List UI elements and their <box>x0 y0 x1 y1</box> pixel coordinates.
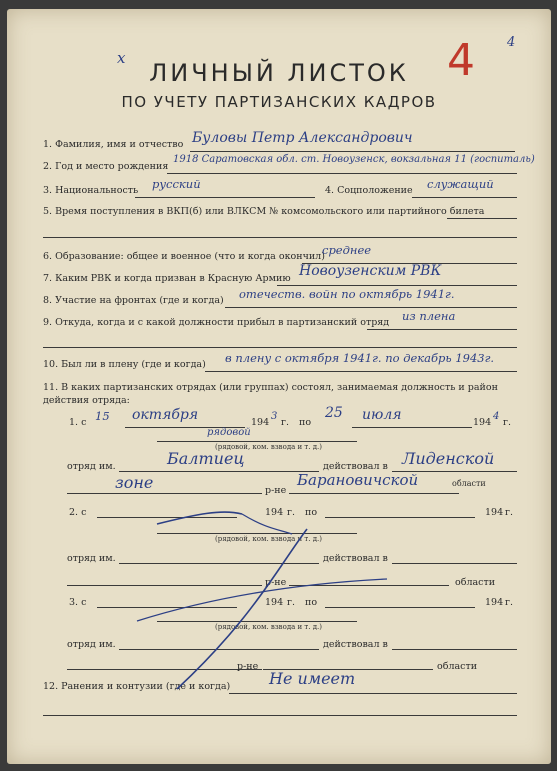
period-2-prefix: 2. с <box>69 507 87 518</box>
period-1-month: октября <box>132 407 199 423</box>
period-1-unit-label: отряд им. <box>67 461 116 472</box>
period-1-acted-label: действовал в <box>323 461 388 472</box>
period-3-unit-label: отряд им. <box>67 639 116 650</box>
period-1-day2: 25 <box>325 405 343 421</box>
period-1-district-label: р-не <box>265 485 287 496</box>
period-2-to: по <box>305 507 318 518</box>
period-1-zone-value: зоне <box>115 473 154 492</box>
field-1-value: Буловы Петр Александрович <box>192 130 413 146</box>
corner-number: 4 <box>507 35 516 50</box>
field-6-value: среднее <box>322 243 372 257</box>
page-subtitle: ПО УЧЕТУ ПАРТИЗАНСКИХ КАДРОВ <box>121 93 437 111</box>
document-sheet <box>7 9 551 764</box>
period-3-prefix: 3. с <box>69 597 87 608</box>
period-3-region-label: области <box>437 661 478 672</box>
period-3-to: по <box>305 597 318 608</box>
corner-mark: x <box>117 49 126 67</box>
period-1-unit-value: Балтиец <box>167 449 245 468</box>
period-1-year2: 194 <box>473 417 492 428</box>
period-1-day: 15 <box>95 409 110 423</box>
period-1-yr-suffix: г. <box>281 417 289 428</box>
period-2-role-caption: (рядовой, ком. взвода и т. д.) <box>215 535 323 543</box>
period-3-district-label: р-не <box>237 661 259 672</box>
field-9-value: из плена <box>402 309 456 323</box>
field-10-label: 10. Был ли в плену (где и когда) <box>43 359 206 370</box>
field-10-value: в плену с октября 1941г. по декабрь 1943г. <box>225 351 495 365</box>
period-2-unit-label: отряд им. <box>67 553 116 564</box>
field-4-label: 4. Соцположение <box>325 185 413 196</box>
period-2-region-label: области <box>455 577 496 588</box>
field-3-value: русский <box>152 177 201 191</box>
page-title: ЛИЧНЫЙ ЛИСТОК <box>149 59 409 87</box>
pen-strikethrough <box>7 9 551 764</box>
period-2-yr-suffix: г. <box>287 507 295 518</box>
field-12-label: 12. Ранения и контузии (где и когда) <box>43 681 231 692</box>
period-3-yr-suffix: г. <box>287 597 295 608</box>
period-3-year2: 194 <box>485 597 504 608</box>
field-12-value: Не имеет <box>269 669 356 688</box>
period-2-yr2-suffix: г. <box>505 507 513 518</box>
period-2-district-label: р-не <box>265 577 287 588</box>
field-2-value: 1918 Саратовская обл. ст. Новоузенск, вокзальная 11 (госпиталь) <box>173 154 535 165</box>
period-1-role-caption: (рядовой, ком. взвода и т. д.) <box>215 443 323 451</box>
period-1-acted-value: Лиденской <box>402 449 495 468</box>
period-3-yr2-suffix: г. <box>505 597 513 608</box>
period-1-role: рядовой <box>207 427 251 438</box>
period-1-yr2-suffix: г. <box>503 417 511 428</box>
period-3-acted-label: действовал в <box>323 639 388 650</box>
period-1-region-label: области <box>452 479 486 488</box>
red-number-mark: 4 <box>447 35 475 86</box>
period-2-year2: 194 <box>485 507 504 518</box>
period-2-year: 194 <box>265 507 284 518</box>
field-8-value: отечеств. войн по октябрь 1941г. <box>239 287 455 301</box>
field-9-label: 9. Откуда, когда и с какой должности прибыл в партизанский отряд <box>43 317 390 328</box>
period-1-district-value: Барановичской <box>297 471 419 489</box>
period-1-year-value: 3 <box>271 411 278 422</box>
period-3-year: 194 <box>265 597 284 608</box>
period-1-to: по <box>299 417 312 428</box>
period-1-year: 194 <box>251 417 270 428</box>
field-2-label: 2. Год и место рождения <box>43 161 169 172</box>
field-5-label: 5. Время поступления в ВКП(б) или ВЛКСМ № комсомольского или партийного билета <box>43 206 485 217</box>
field-1-label: 1. Фамилия, имя и отчество <box>43 139 184 150</box>
field-7-label: 7. Каким РВК и когда призван в Красную Армию <box>43 273 291 284</box>
period-2-acted-label: действовал в <box>323 553 388 564</box>
field-7-value: Новоузенским РВК <box>299 263 442 279</box>
field-8-label: 8. Участие на фронтах (где и когда) <box>43 295 224 306</box>
field-4-value: служащий <box>427 177 494 191</box>
period-1-month2: июля <box>362 407 402 423</box>
period-3-role-caption: (рядовой, ком. взвода и т. д.) <box>215 623 323 631</box>
field-3-label: 3. Национальность <box>43 185 139 196</box>
field-11-label: 11. В каких партизанских отрядах (или группах) состоял, занимаемая должность и район действия отряда: <box>43 382 498 406</box>
field-6-label: 6. Образование: общее и военное (что и когда окончил) <box>43 251 325 262</box>
period-1-year2-value: 4 <box>493 411 500 422</box>
period-1-prefix: 1. с <box>69 417 87 428</box>
